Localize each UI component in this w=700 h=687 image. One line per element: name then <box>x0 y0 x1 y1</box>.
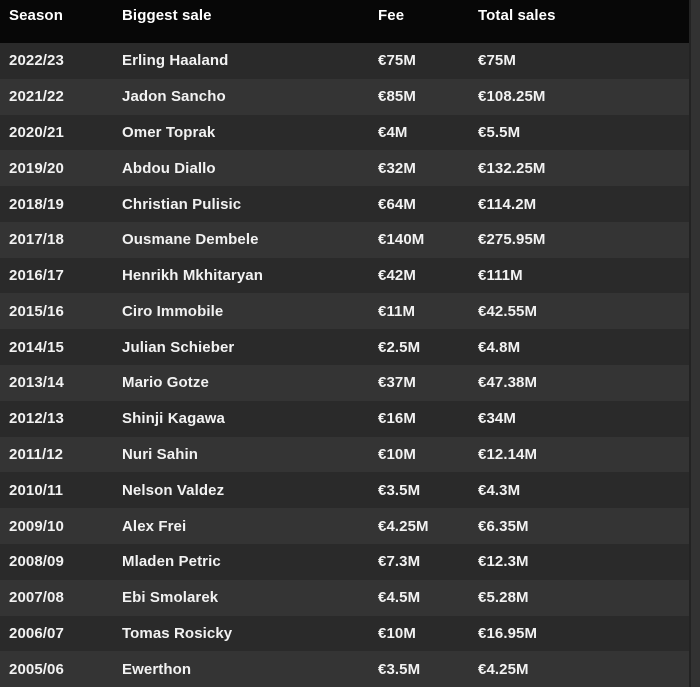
table-row <box>0 616 700 652</box>
table-row <box>0 150 700 186</box>
table-row <box>0 472 700 508</box>
season-cell: 2011/12 <box>9 445 64 463</box>
column-header-total-sales: Total sales <box>478 7 556 24</box>
season-cell: 2022/23 <box>9 52 64 70</box>
season-cell: 2020/21 <box>9 123 64 141</box>
season-cell: 2009/10 <box>9 517 64 535</box>
player-cell: Julian Schieber <box>122 338 235 356</box>
player-cell: Mladen Petric <box>122 553 221 571</box>
total-sales-cell: €75M <box>478 52 516 70</box>
total-sales-cell: €4.8M <box>478 338 521 356</box>
fee-cell: €32M <box>378 159 416 177</box>
player-cell: Henrikh Mkhitaryan <box>122 267 264 285</box>
total-sales-cell: €108.25M <box>478 88 546 106</box>
season-cell: 2012/13 <box>9 410 64 428</box>
fee-cell: €42M <box>378 267 416 285</box>
season-cell: 2013/14 <box>9 374 64 392</box>
season-cell: 2014/15 <box>9 338 64 356</box>
total-sales-cell: €47.38M <box>478 374 538 392</box>
player-cell: Jadon Sancho <box>122 88 226 106</box>
fee-cell: €37M <box>378 374 416 392</box>
column-header-biggest-sale: Biggest sale <box>122 7 212 24</box>
season-cell: 2006/07 <box>9 624 64 642</box>
total-sales-cell: €12.14M <box>478 445 538 463</box>
total-sales-cell: €16.95M <box>478 624 538 642</box>
table-row <box>0 508 700 544</box>
season-cell: 2005/06 <box>9 660 64 678</box>
table-row <box>0 222 700 258</box>
total-sales-cell: €4.25M <box>478 660 529 678</box>
fee-cell: €3.5M <box>378 660 421 678</box>
player-cell: Abdou Diallo <box>122 159 216 177</box>
total-sales-cell: €132.25M <box>478 159 546 177</box>
player-cell: Omer Toprak <box>122 123 216 141</box>
table-row <box>0 437 700 473</box>
table-row <box>0 401 700 437</box>
player-cell: Ousmane Dembele <box>122 231 259 249</box>
season-cell: 2010/11 <box>9 481 64 499</box>
total-sales-cell: €5.5M <box>478 123 521 141</box>
player-cell: Nuri Sahin <box>122 445 199 463</box>
column-header-season: Season <box>9 7 63 24</box>
fee-cell: €7.3M <box>378 553 421 571</box>
table-row <box>0 186 700 222</box>
fee-cell: €10M <box>378 624 416 642</box>
season-cell: 2008/09 <box>9 553 64 571</box>
player-cell: Ewerthon <box>122 660 192 678</box>
fee-cell: €64M <box>378 195 416 213</box>
table-row <box>0 544 700 580</box>
table-row <box>0 329 700 365</box>
total-sales-cell: €111M <box>478 267 523 285</box>
fee-cell: €16M <box>378 410 416 428</box>
fee-cell: €4M <box>378 123 408 141</box>
total-sales-cell: €4.3M <box>478 481 521 499</box>
player-cell: Christian Pulisic <box>122 195 242 213</box>
season-cell: 2015/16 <box>9 302 64 320</box>
fee-cell: €140M <box>378 231 425 249</box>
fee-cell: €2.5M <box>378 338 421 356</box>
fee-cell: €11M <box>378 302 416 320</box>
season-cell: 2019/20 <box>9 159 64 177</box>
table-row <box>0 258 700 294</box>
total-sales-cell: €6.35M <box>478 517 529 535</box>
fee-cell: €4.25M <box>378 517 429 535</box>
column-header-fee: Fee <box>378 7 405 24</box>
season-cell: 2017/18 <box>9 231 64 249</box>
table-row <box>0 79 700 115</box>
table-row <box>0 293 700 329</box>
table-row <box>0 115 700 151</box>
total-sales-cell: €42.55M <box>478 302 538 320</box>
table-row <box>0 651 700 687</box>
fee-cell: €75M <box>378 52 416 70</box>
fee-cell: €4.5M <box>378 589 421 607</box>
player-cell: Ciro Immobile <box>122 302 224 320</box>
total-sales-cell: €275.95M <box>478 231 546 249</box>
player-cell: Mario Gotze <box>122 374 209 392</box>
table-row <box>0 365 700 401</box>
total-sales-cell: €5.28M <box>478 589 529 607</box>
table-row <box>0 43 700 79</box>
player-cell: Ebi Smolarek <box>122 589 219 607</box>
scrollbar-track[interactable] <box>689 0 700 687</box>
player-cell: Shinji Kagawa <box>122 410 225 428</box>
fee-cell: €85M <box>378 88 416 106</box>
total-sales-cell: €114.2M <box>478 195 537 213</box>
total-sales-cell: €12.3M <box>478 553 529 571</box>
player-cell: Erling Haaland <box>122 52 229 70</box>
season-cell: 2007/08 <box>9 589 64 607</box>
table-body <box>0 43 700 687</box>
season-cell: 2018/19 <box>9 195 64 213</box>
fee-cell: €3.5M <box>378 481 421 499</box>
player-cell: Nelson Valdez <box>122 481 225 499</box>
player-cell: Tomas Rosicky <box>122 624 233 642</box>
total-sales-cell: €34M <box>478 410 516 428</box>
table-row <box>0 580 700 616</box>
player-cell: Alex Frei <box>122 517 187 535</box>
season-cell: 2021/22 <box>9 88 64 106</box>
fee-cell: €10M <box>378 445 416 463</box>
table-header-row <box>0 0 700 43</box>
season-cell: 2016/17 <box>9 267 64 285</box>
